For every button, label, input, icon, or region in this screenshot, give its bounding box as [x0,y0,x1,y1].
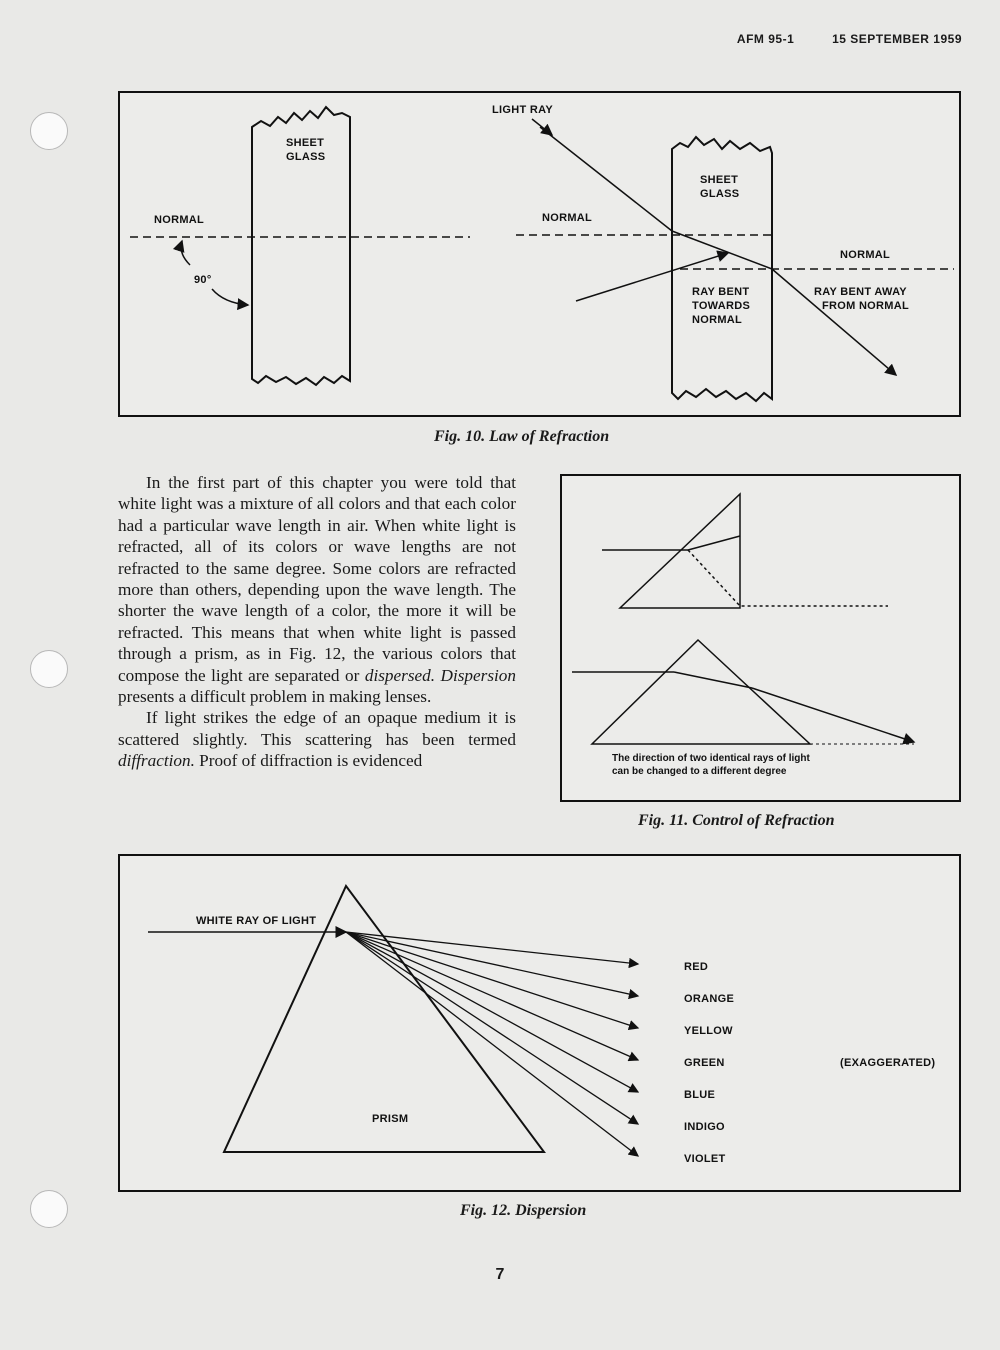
figure-control-of-refraction [560,474,961,802]
prism-label: PRISM [372,1113,409,1125]
term-dispersion: Dispersion [435,665,516,685]
ray-lower-out [752,688,914,742]
normal-middle-label: NORMAL [542,212,593,224]
paragraph-text: presents a difficult problem in making lenses. [118,687,432,707]
color-label-red: RED [684,961,709,973]
fig11-note: The direction of two identical rays of light [612,753,810,764]
bent-towards-label: TOWARDS [692,300,751,312]
color-label-green: GREEN [684,1057,725,1069]
term-dispersed: dispersed. [364,665,436,685]
page-header [703,32,962,46]
emergent-ray [772,269,896,375]
figure-dispersion [118,854,961,1192]
ray-indigo [346,932,638,1124]
fig12-caption: Fig. 12. Dispersion [460,1202,587,1219]
bent-towards-label: NORMAL [692,314,743,326]
color-label-indigo: INDIGO [684,1121,725,1133]
normal-left-label: NORMAL [154,214,205,226]
refracted-ray-inside [672,231,772,269]
document-id: AFM 95-1 [736,32,795,46]
color-label-yellow: YELLOW [684,1025,733,1037]
ray-blue [346,932,638,1092]
angle-arrow-right [212,289,248,305]
angle-arrow-up [181,241,190,265]
punch-hole [30,112,68,150]
ray-upper-out [688,536,740,550]
bent-away-label: FROM NORMAL [822,300,910,312]
ray-yellow [346,932,638,1028]
color-label-orange: ORANGE [684,993,735,1005]
punch-hole [30,650,68,688]
light-ray-arrow [532,119,552,135]
bent-towards-label: RAY BENT [692,286,750,298]
exaggerated-label: (EXAGGERATED) [840,1057,936,1069]
sheet-glass-left-label: SHEET [286,137,325,149]
color-label-violet: VIOLET [684,1153,726,1165]
ray-green [346,932,638,1060]
white-ray-label: WHITE RAY OF LIGHT [196,915,317,927]
light-ray-label: LIGHT RAY [492,104,553,116]
sheet-glass-right-label: SHEET [700,174,739,186]
paragraph-text: In the first part of this chapter you were told that white light was a mixture of all colors and that each color had a particular wave length in air. When white light is refracted, all of its colors or wave lengths are not refracted to the same degree. Some colors are refracted more than others, depending upon the wave length. The shorter the wave length of a color, the more it will be refracted. This means that when white light is passed through a prism, as in Fig. 12, the various colors that compose the light are separated or [118,473,516,685]
prism-lower [592,640,810,744]
punch-hole [30,1190,68,1228]
ray-orange [346,932,638,996]
body-text [118,472,516,772]
paragraph-text: Proof of diffraction is evidenced [194,751,423,771]
fig11-note: can be changed to a different degree [612,766,787,777]
fig10-caption: Fig. 10. Law of Refraction [434,428,610,445]
figure-law-of-refraction [118,91,961,417]
paragraph-text: If light strikes the edge of an opaque medium it is scattered slightly. This scattering has been termed [118,708,516,749]
document-date: 15 SEPTEMBER 1959 [832,32,962,46]
color-label-blue: BLUE [684,1089,716,1101]
paragraph-diffraction [118,707,516,771]
sheet-glass-left-label: GLASS [286,151,326,163]
normal-right-label: NORMAL [840,249,891,261]
prism-upper [620,494,740,608]
fig11-caption: Fig. 11. Control of Refraction [638,812,835,829]
ray-upper-bent [688,550,888,606]
term-diffraction: diffraction. [118,751,195,771]
page-number: 7 [495,1266,505,1283]
ray-red [346,932,638,964]
angle-label: 90° [194,274,212,286]
bent-away-label: RAY BENT AWAY [814,286,907,298]
sheet-glass-right-label: GLASS [700,188,740,200]
paragraph-dispersion [118,472,516,707]
